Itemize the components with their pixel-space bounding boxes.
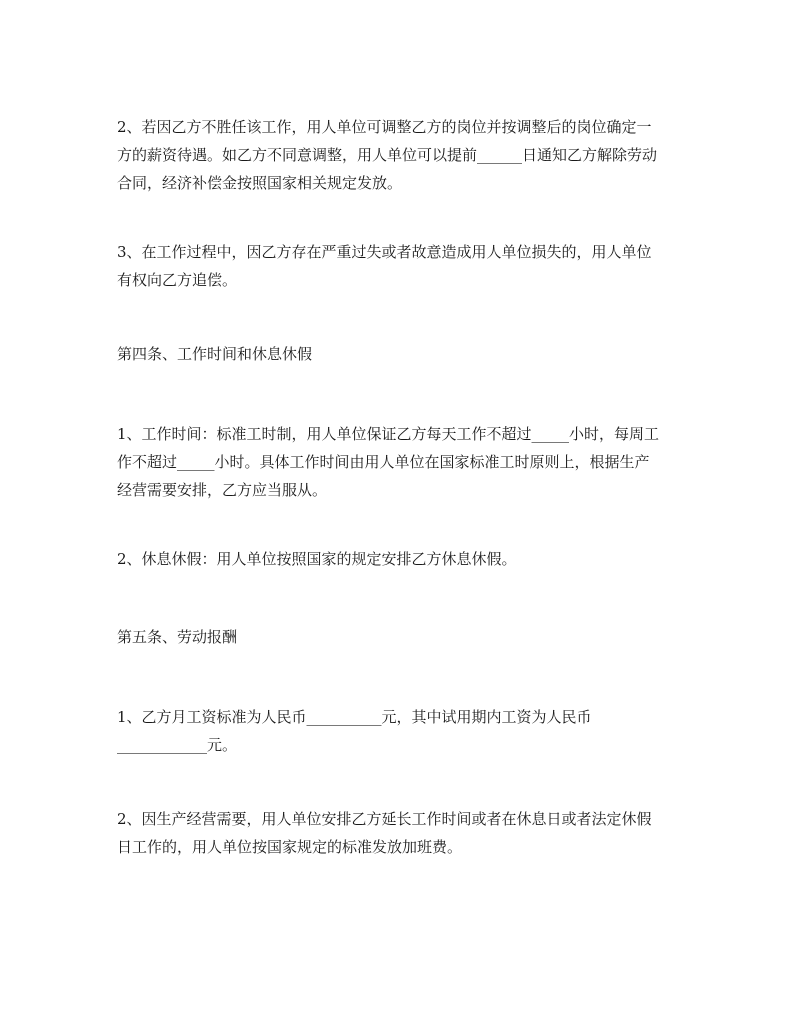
text-line: 2、休息休假：用人单位按照国家的规定安排乙方休息休假。 [117,550,517,568]
text-line: 1、工作时间：标准工时制，用人单位保证乙方每天工作不超过_____小时，每周工 [117,425,660,443]
text-line: 2、若因乙方不胜任该工作，用人单位可调整乙方的岗位并按调整后的岗位确定一 [117,118,652,136]
text-line: 有权向乙方追偿。 [117,271,238,289]
text-line: 2、因生产经营需要，用人单位安排乙方延长工作时间或者在休息日或者法定休假 [117,810,652,828]
paragraph-monthly-salary [117,703,687,759]
text-line: 1、乙方月工资标准为人民币__________元，其中试用期内工资为人民币 [117,708,592,726]
paragraph-overtime-pay [117,805,687,861]
text-line: 日工作的，用人单位按国家规定的标准发放加班费。 [117,838,463,856]
section-heading: 第四条、工作时间和休息休假 [117,345,313,363]
section-heading-article-5 [117,623,687,651]
paragraph-working-hours [117,420,687,504]
text-line: 3、在工作过程中，因乙方存在严重过失或者故意造成用人单位损失的，用人单位 [117,243,652,261]
paragraph-demotion-salary [117,113,687,197]
text-line: 合同，经济补偿金按照国家相关规定发放。 [117,174,403,192]
paragraph-rest-leave [117,545,687,573]
text-line: 经营需要安排，乙方应当服从。 [117,481,328,499]
section-heading-article-4 [117,340,687,368]
section-heading: 第五条、劳动报酬 [117,628,238,646]
paragraph-compensation-claim [117,238,687,294]
text-line: 方的薪资待遇。如乙方不同意调整，用人单位可以提前______日通知乙方解除劳动 [117,146,658,164]
text-line: ____________元。 [117,736,238,754]
text-line: 作不超过_____小时。具体工作时间由用人单位在国家标准工时原则上，根据生产 [117,453,650,471]
